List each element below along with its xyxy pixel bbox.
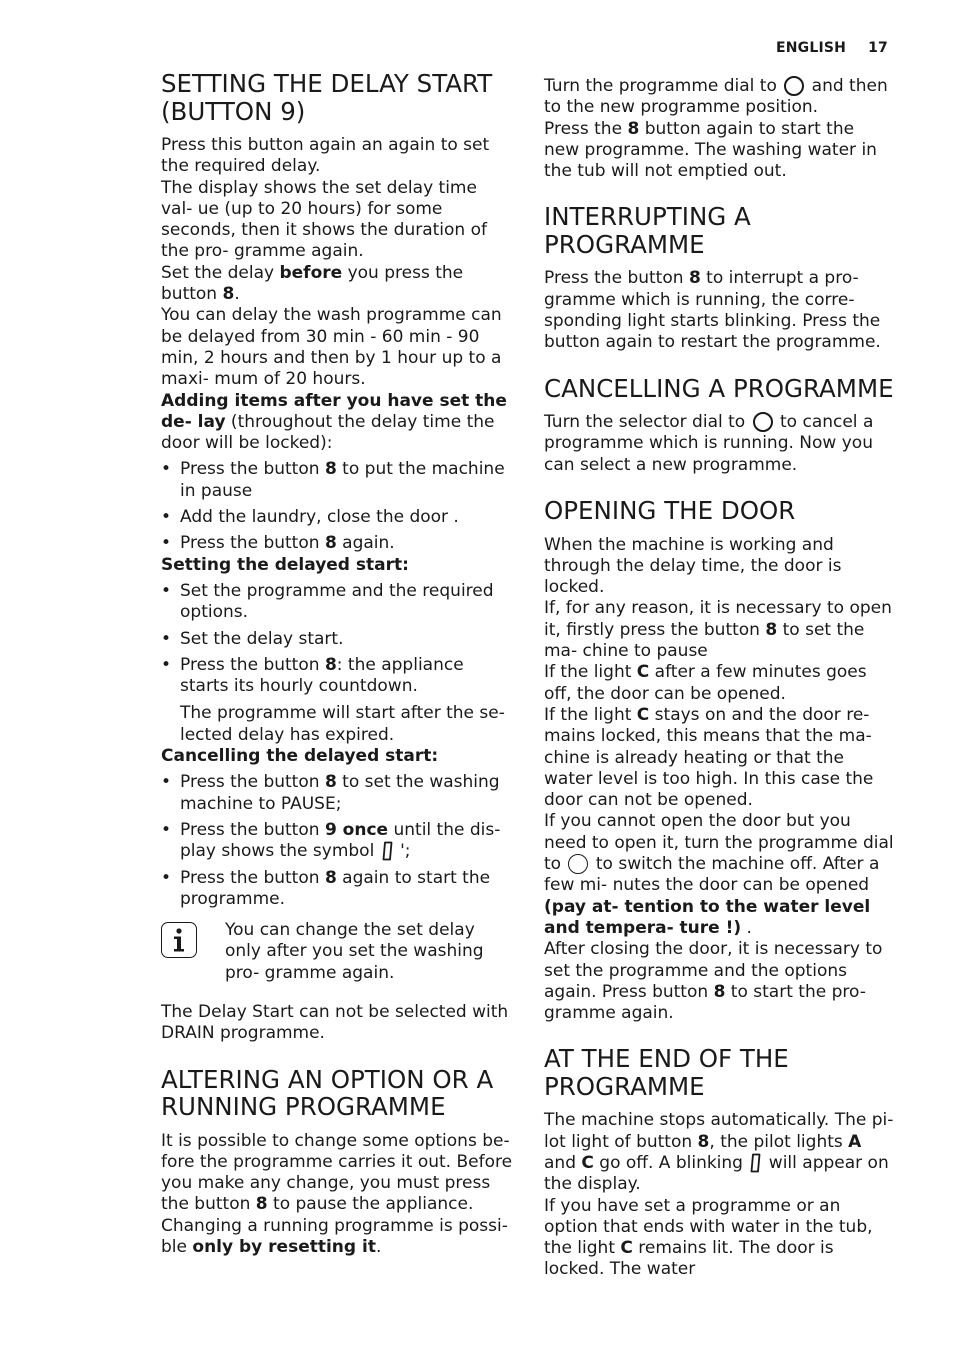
page-number: 17 xyxy=(868,40,888,56)
subheading-cancelling: Cancelling the delayed start: xyxy=(161,746,439,767)
section-opening-door xyxy=(544,497,894,1024)
paragraph: Turn the selector dial to to cancel a programme which is running. Now you can select a new programme. xyxy=(544,412,874,475)
heading-altering: ALTERING AN OPTION OR A RUNNING PROGRAMME xyxy=(161,1064,494,1122)
heading-opening-door: OPENING THE DOOR xyxy=(544,496,796,526)
paragraph: Adding items after you have set the de- lay (throughout the delay time the door will be locked): xyxy=(161,390,507,454)
language-label: ENGLISH xyxy=(776,40,847,56)
list-item: • Press the button 8: the appliance starts its hourly countdown. The programme will start after the se- lected delay has expired. xyxy=(161,655,513,746)
display-zero-icon xyxy=(382,841,393,861)
paragraph: You can delay the wash programme can be delayed from 30 min - 60 min - 90 min, 2 hours and then by 1 hour up to a maxi- mum of 20 hours. xyxy=(161,305,502,390)
right-column xyxy=(544,76,894,1281)
heading-delay-start: SETTING THE DELAY START (BUTTON 9) xyxy=(161,69,493,126)
paragraph: Press the button 8 to interrupt a pro- gramme which is running, the corre- sponding light starts blinking. Press the button again to restart the programme. xyxy=(544,268,881,353)
off-position-icon xyxy=(784,76,804,96)
left-column xyxy=(161,70,513,1258)
section-interrupting xyxy=(544,203,894,353)
heading-cancelling: CANCELLING A PROGRAMME xyxy=(544,373,894,403)
note-text: The programme will start after the se- lected delay has expired. xyxy=(180,703,505,745)
paragraph: If the light C after a few minutes goes off, the door can be opened. xyxy=(544,662,867,704)
paragraph: Changing a running programme is possi- ble only by resetting it. xyxy=(161,1215,508,1258)
info-note xyxy=(161,920,513,984)
paragraph: Turn the programme dial to and then to the new programme position. xyxy=(544,76,888,118)
off-position-icon xyxy=(753,412,773,432)
list-item: • Press the button 9 once until the dis- play shows the symbol '; xyxy=(161,820,513,863)
heading-end-of-programme: AT THE END OF THE PROGRAMME xyxy=(544,1044,789,1101)
paragraph: Press this button again an again to set the required delay. xyxy=(161,135,490,177)
off-position-icon xyxy=(568,854,588,874)
paragraph: If the light C stays on and the door re- mains locked, this means that the ma- chine is already heating or that the water level is too high. In this case the door can not be opened. xyxy=(544,704,874,811)
adding-items-list xyxy=(161,459,513,554)
paragraph: The Delay Start can not be selected with DRAIN programme. xyxy=(161,1001,509,1044)
page-header xyxy=(776,40,888,56)
paragraph: The display shows the set delay time val- ue (up to 20 hours) for some seconds, then it shows the duration of the pro- gramme again. xyxy=(161,177,487,262)
paragraph: If, for any reason, it is necessary to open it, firstly press the button 8 to set the ma- chine to pause xyxy=(544,598,892,662)
paragraph: It is possible to change some options be- fore the programme carries it out. Before you make any change, you must press the button 8 to pause the appliance. xyxy=(161,1130,513,1215)
section-delay-start xyxy=(161,70,513,1045)
section-continued xyxy=(544,76,894,182)
cancel-items-list xyxy=(161,772,513,910)
paragraph: When the machine is working and through the delay time, the door is locked. xyxy=(544,534,842,598)
section-altering xyxy=(161,1066,513,1259)
setting-items-list xyxy=(161,581,513,746)
paragraph: After closing the door, it is necessary to set the programme and the options again. Press button 8 to start the pro- gramme again. xyxy=(544,939,883,1024)
heading-interrupting: INTERRUPTING A PROGRAMME xyxy=(544,202,751,259)
paragraph: Set the delay before you press the button 8. xyxy=(161,262,464,305)
subheading-setting: Setting the delayed start: xyxy=(161,554,409,575)
list-item: • Press the button 8 to set the washing machine to PAUSE; xyxy=(161,772,513,815)
list-item: • Press the button 8 to put the machine in pause xyxy=(161,459,513,502)
list-item: • Press the button 8 again. xyxy=(161,533,513,554)
paragraph: If you cannot open the door but you need to open it, turn the programme dial to to switch the machine off. After a few mi- nutes the door can be opened (pay at- tention to the water level and tempera- ture !) . xyxy=(544,811,894,938)
list-item: • Set the programme and the required options. xyxy=(161,581,513,624)
info-icon xyxy=(161,922,197,958)
section-cancelling xyxy=(544,375,894,476)
list-item: • Press the button 8 again to start the programme. xyxy=(161,868,513,911)
display-zero-icon xyxy=(750,1153,761,1173)
list-item: • Add the laundry, close the door . xyxy=(161,507,513,528)
info-note-text: You can change the set delay only after you set the washing pro- gramme again. xyxy=(225,920,484,983)
paragraph: If you have set a programme or an option that ends with water in the tub, the light C remains lit. The door is locked. The water xyxy=(544,1195,873,1280)
paragraph: Press the 8 button again to start the new programme. The washing water in the tub will not emptied out. xyxy=(544,118,877,182)
paragraph: The machine stops automatically. The pi- lot light of button 8, the pilot lights A and C go off. A blinking will appear on the display. xyxy=(544,1110,894,1195)
list-item: • Set the delay start. xyxy=(161,629,513,650)
section-end-of-programme xyxy=(544,1045,894,1280)
